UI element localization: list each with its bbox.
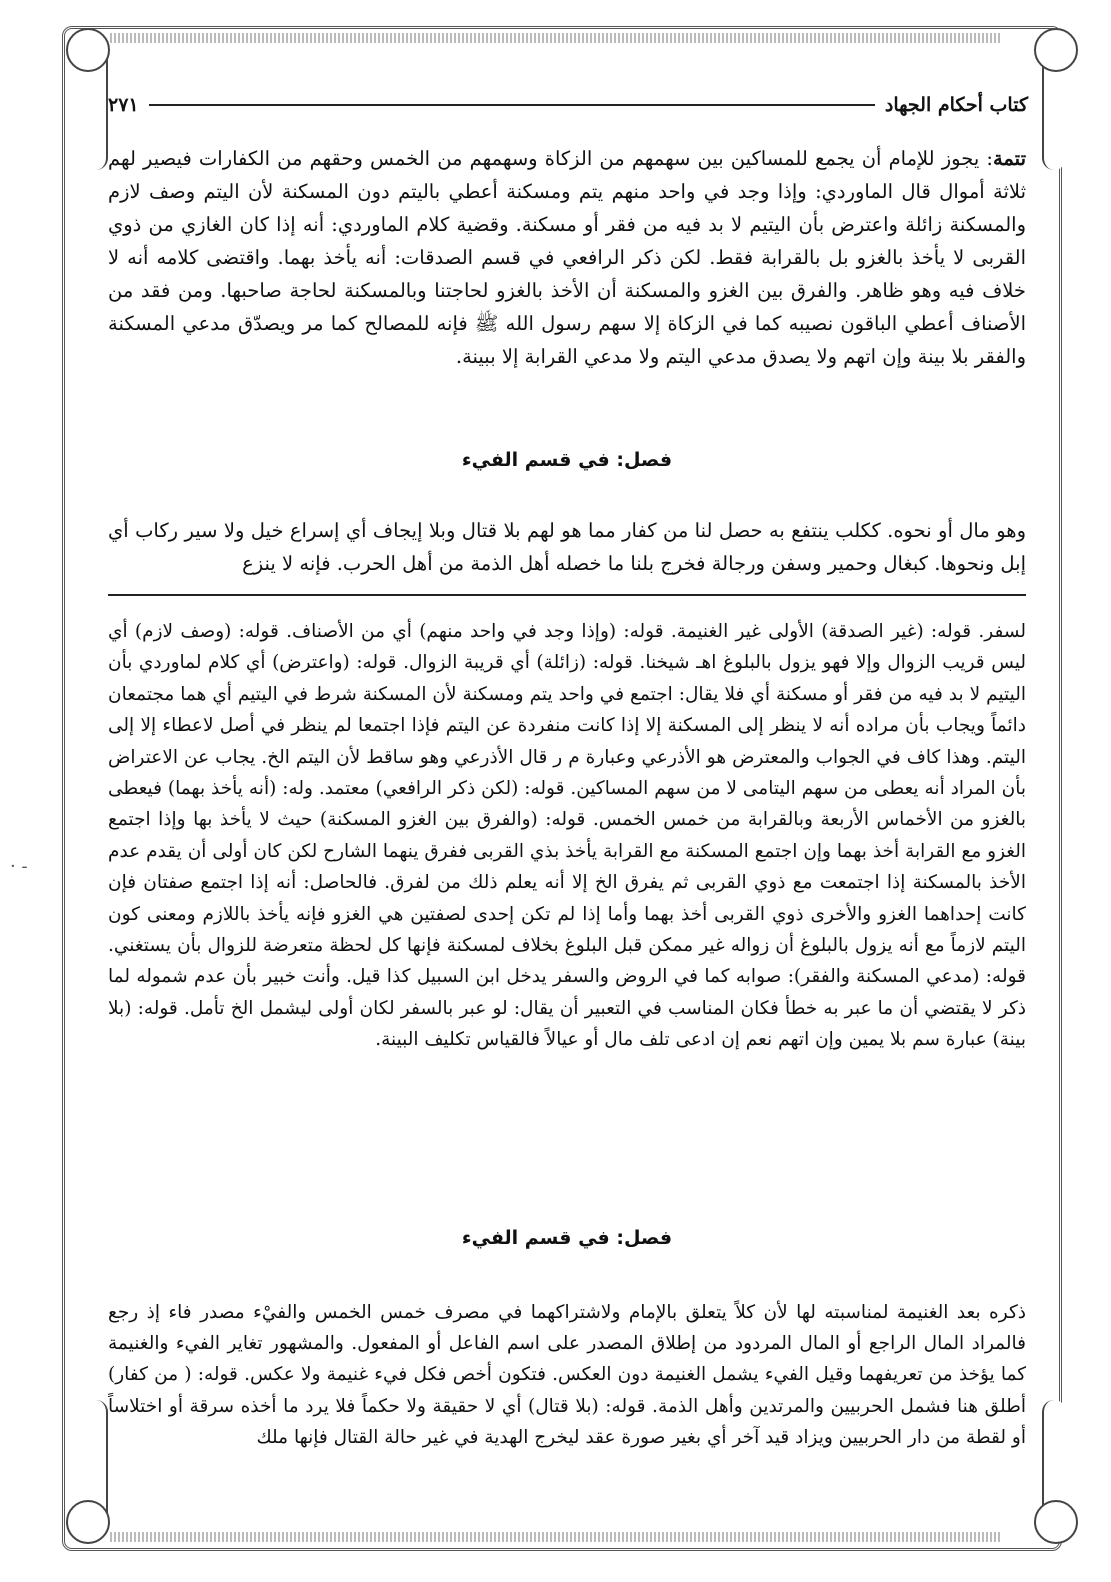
border-corner-ornament [66, 1500, 110, 1544]
section-text [108, 494, 1026, 599]
commentary-continuation [108, 1278, 1026, 1472]
border-corner-ornament [1034, 28, 1078, 72]
border-top-band [110, 33, 1000, 43]
commentary-paragraph: لسفر. قوله: (غير الصدقة) الأولى غير الغنيمة. قوله: (وإذا وجد في واحد منهم) أي من الأصناف. قوله: (وصف لازم) أي ليس قريب الزوال وإلا فهو يزول بالبلوغ اهـ شيخنا. قوله: (زائلة) أي قريبة الزوال. قوله: (واعترض) أي كلام لماوردي بأن اليتيم لا بد فيه من فقر أو مسكنة أي فلا يقال: اجتمع في واحد يتم ومسكنة لأن المسكنة شرط في اليتيم أي هما مجتمعان دائماً ويجاب بأن مراده أنه لا ينظر إلى المسكنة إلا إذا كانت منفردة عن اليتم فإذا اجتمعا لم ينظر في أصل لاعطاء إلا إلى اليتم. وهذا كاف في الجواب والمعترض هو الأذرعي وعبارة م ر قال الأذرعي وهو ساقط لأن اليتم الخ. يجاب عن الاعتراض بأن المراد أنه يعطى من سهم اليتامى لا من سهم المساكين. قوله: (لكن ذكر الرافعي) معتمد. وله: (أنه يأخذ بهما) فيعطى بالغزو من الأخماس الأربعة وبالقرابة من خمس الخمس. قوله: (والفرق بين الغزو المسكنة) حيث لا يأخذ بها وإذا اجتمع الغزو مع القرابة أخذ بهما وإن اجتمع المسكنة مع القرابة يأخذ بذي القربى ففرق ينهما الشارح لكن كان أولى أن يقدم عدم الأخذ بالمسكنة إذا اجتمعت مع ذوي القربى ثم يفرق الخ إلا أنه يعلم ذلك من لفرق. فالحاصل: أنه إذا اجتمع صفتان فإن كانت إحداهما الغزو والأخرى ذوي القربى أخذ بهما وأما إذا لم تكن إحدى لصفتين هي الغزو فإنه يأخذ باللازم ومعنى كون اليتم لازماً مع أنه يزول بالبلوغ أن زواله غير ممكن قبل البلوغ بخلاف لمسكنة فإنها كل لحظة متعرضة للزوال بأن يستغني. قوله: (مدعي المسكنة والفقر): صوابه كما في الروض والسفر يدخل ابن السبيل كذا قيل. وأنت خبير بأن عدم شموله لما ذكر لا يقتضي أن ما عبر به خطأ فكان المناسب في التعبير أن يقال: لو عبر بالسفر لكان أولى ليشمل الخ تأمل. قوله: (بلا بينة) عبارة سم بلا يمين وإن اتهم نعم إن ادعى تلف مال أو عيالاً فالقياس تكليف البينة. [108, 621, 1026, 1051]
page-number: ٢٧١ [108, 94, 139, 116]
commentary-section-heading: فصل: في قسم الفيء [461, 1227, 673, 1249]
commentary-continuation-paragraph: ذكره بعد الغنيمة لمناسبته لها لأن كلاً يتعلق بالإمام ولاشتراكهما في مصرف خمس الخمس والفيْء مصدر فاء إذ رجع فالمراد المال الراجع أو المال المردود من إطلاق المصدر على اسم الفاعل أو المفعول. والمشهور تغاير الفيء والغنيمة كما يؤخذ من تعريفهما وقيل الفيء يشمل الغنيمة دون العكس. فتكون أخص فكل فيء غنيمة ولا عكس. قوله: ( من كفار) أطلق هنا فشمل الحربيين والمرتدين وأهل الذمة. قوله: (بلا قتال) أي لا حقيقة ولا حكماً فلا يرد ما أخذه سرقة أو اختلاساً أو لقطة من دار الحربيين ويزاد قيد آخر أي بغير صورة عقد ليخرج الهدية في غير حالة القتال فإنها ملك [108, 1301, 1026, 1449]
main-paragraph-text: : يجوز للإمام أن يجمع للمساكين بين سهمهم من الزكاة وسهمهم من الخمس وحقهم من الكفارات فيصير لهم ثلاثة أموال قال الماوردي: وإذا وجد في واحد منهم يتم ومسكنة أعطي باليتم دون المسكنة لأن اليتم وصف لازم والمسكنة زائلة واعترض بأن اليتيم لا بد فيه من فقر أو مسكنة. وقضية كلام الماوردي: أنه إذا كان الغازي من ذوي القربى لا يأخذ بالغزو بل بالقرابة فقط. لكن ذكر الرافعي في قسم الصدقات: أنه يأخذ بهما. واقتضى كلامه أنه لا خلاف فيه وهو ظاهر. والفرق بين الغزو والمسكنة أن الأخذ بالغزو لحاجتنا وبالمسكنة لحاجة صاحبها. ومن فقد من الأصناف أعطي الباقون نصيبه كما في الزكاة إلا سهم رسول الله ﷺ فإنه للمصالح كما مر ويصدّق مدعي المسكنة والفقر بلا بينة وإن اتهم ولا يصدق مدعي اليتم ولا مدعي القرابة إلا ببينة. [108, 147, 1026, 368]
section-heading: فصل: في قسم الفيء [461, 449, 673, 471]
header-rule [149, 104, 875, 106]
running-header [108, 90, 1028, 120]
section-paragraph: وهو مال أو نحوه. ككلب ينتفع به حصل لنا من كفار مما هو لهم بلا قتال وبلا إيجاف أي إسراع خيل ولا سير ركاب أي إبل ونحوها. كبغال وحمير وسفن ورجالة فخرج بلنا ما خصله أهل الذمة من أهل الحرب. فإنه لا ينزع [108, 518, 1026, 575]
intro-word: تتمة [992, 147, 1026, 170]
main-paragraph [108, 142, 1026, 373]
border-corner-ornament [1034, 1500, 1078, 1544]
footnote-divider [108, 594, 1026, 596]
main-text-block [108, 142, 1026, 373]
margin-mark: - · [10, 856, 28, 877]
border-corner-ornament [66, 28, 110, 72]
book-title: كتاب أحكام الجهاد [884, 94, 1028, 116]
border-bottom-band [110, 1532, 1000, 1542]
commentary-block [108, 616, 1026, 1056]
